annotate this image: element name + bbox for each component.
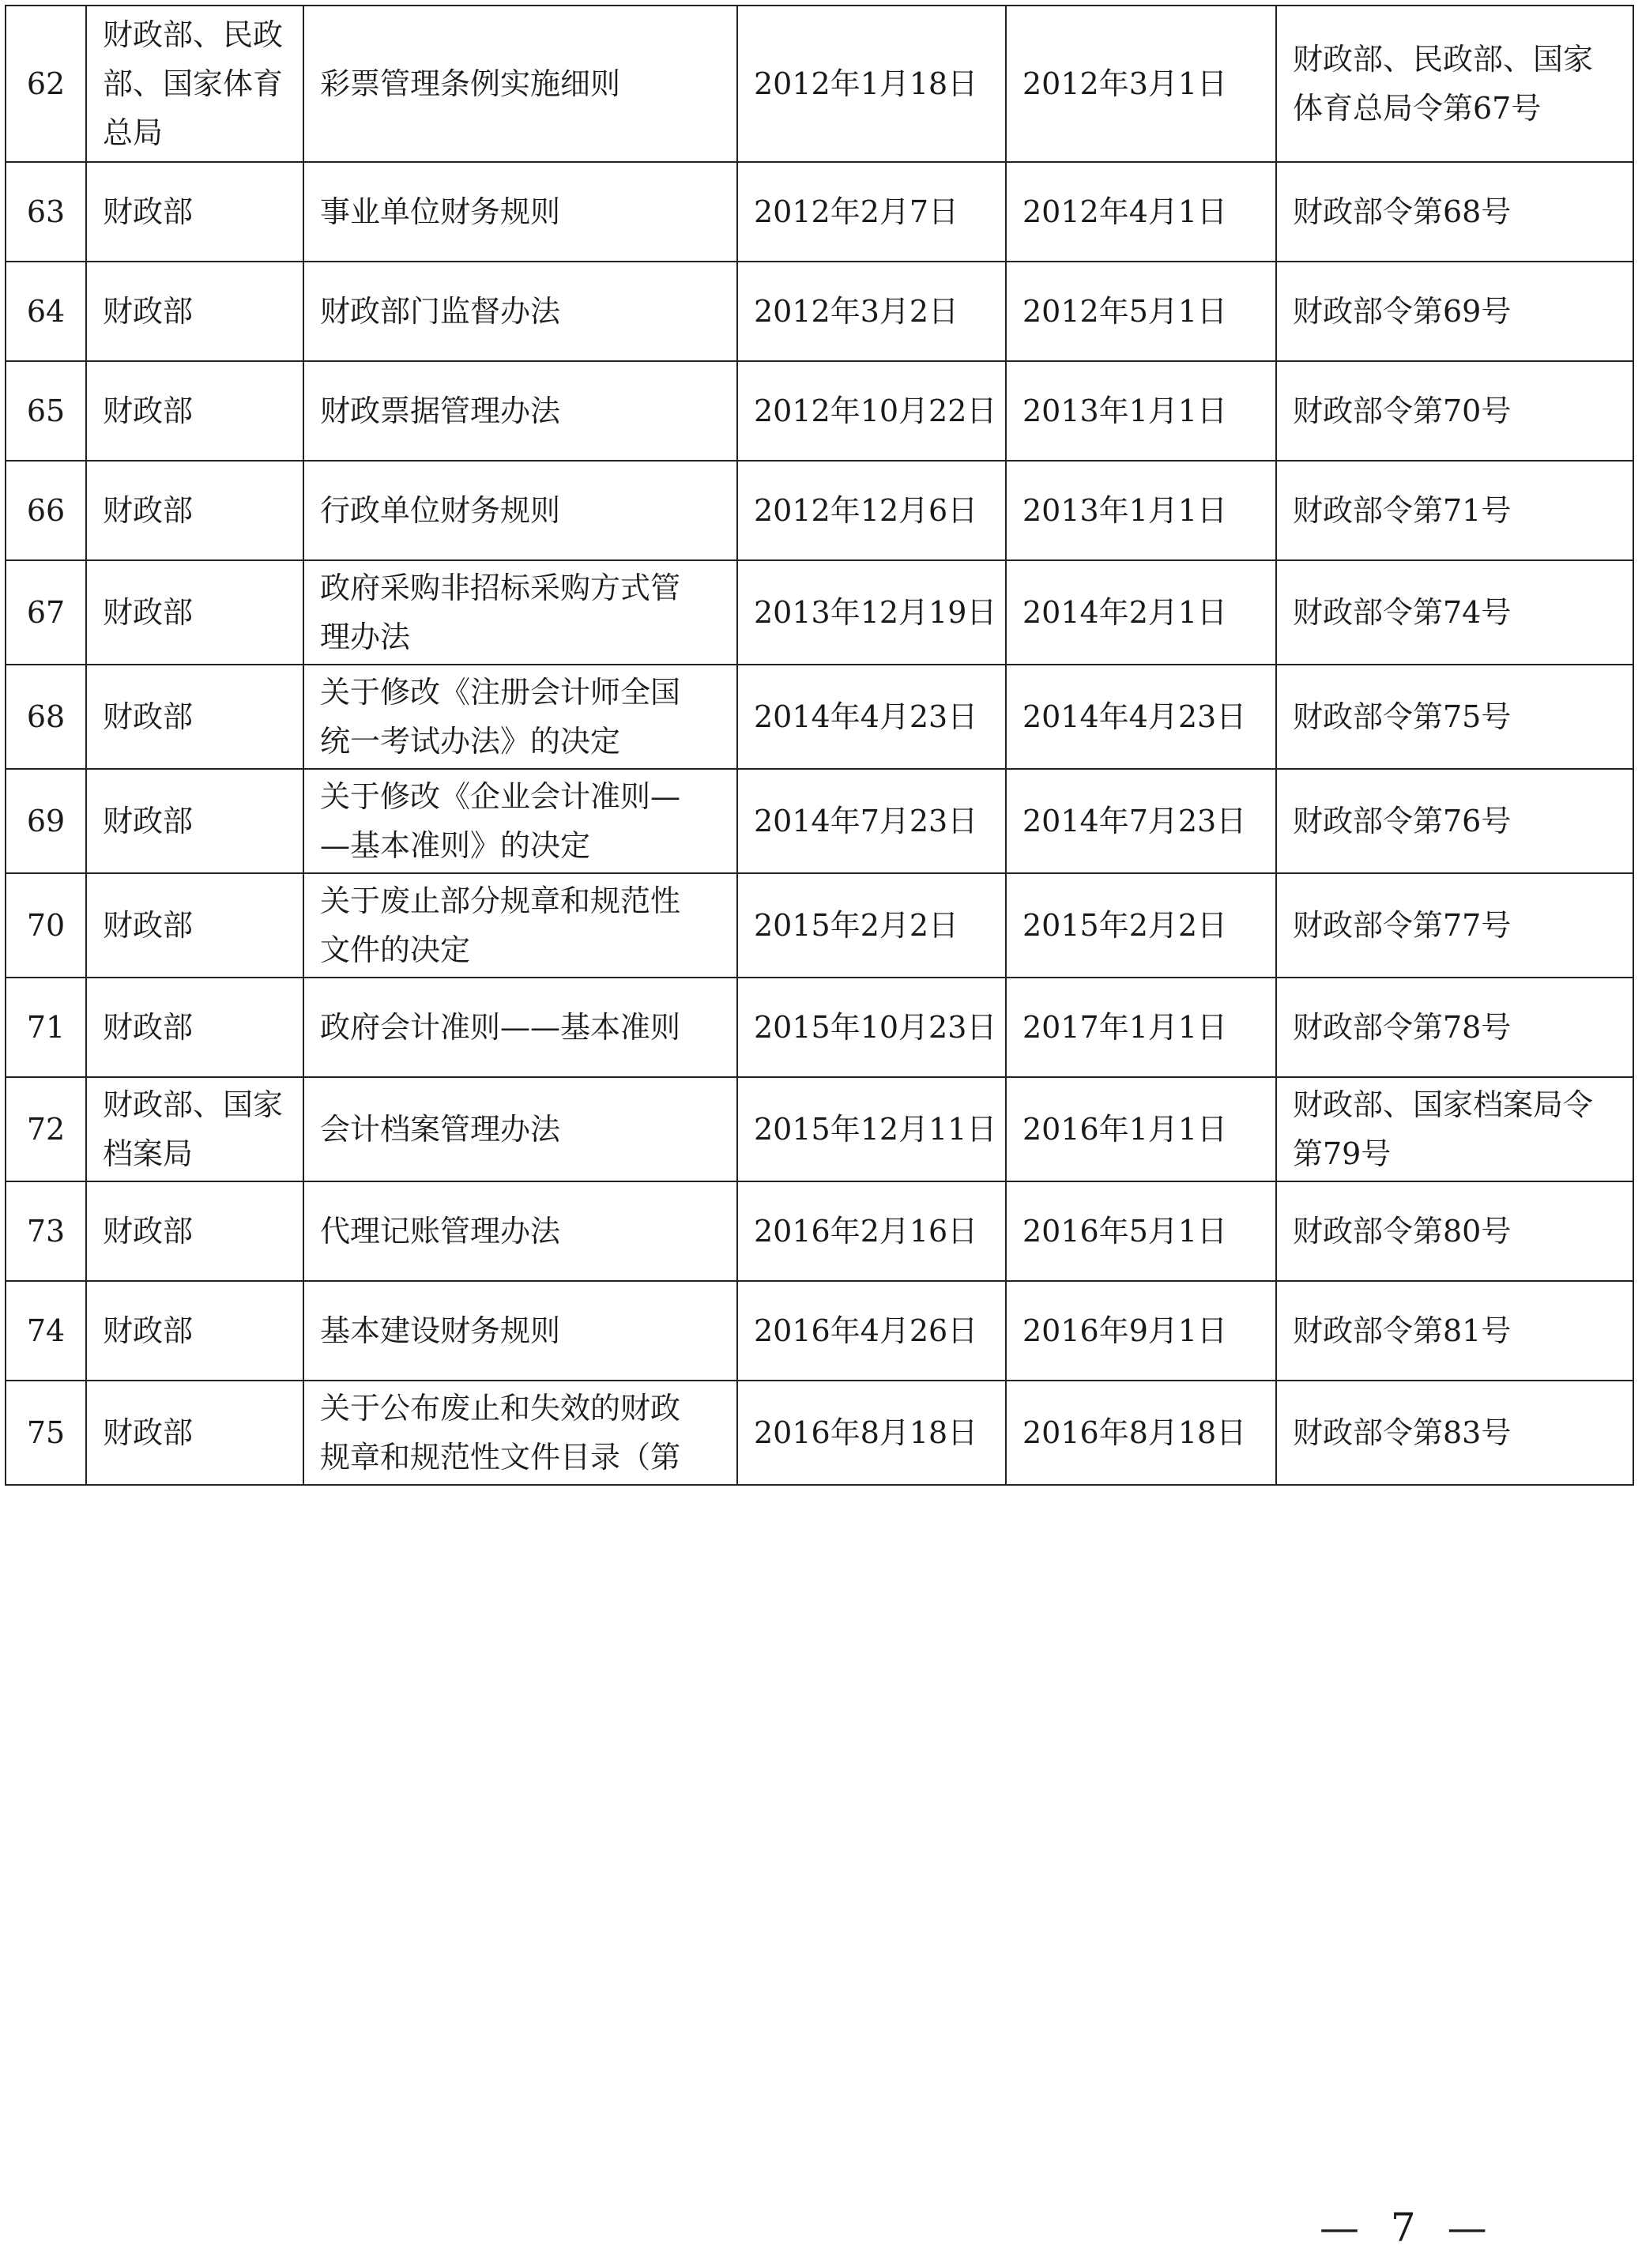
cell-issue-date: 2016年4月26日: [737, 1281, 1006, 1381]
table-row: [6, 361, 1633, 461]
table-row: [6, 665, 1633, 769]
cell-regulation-title-line: 政府采购非招标采购方式管: [320, 571, 681, 605]
cell-regulation-title-line: 彩票管理条例实施细则: [320, 66, 621, 101]
cell-document-number: [1276, 162, 1633, 262]
cell-document-number: [1276, 262, 1633, 361]
cell-document-number: [1276, 769, 1633, 873]
cell-effective-date: 2012年4月1日: [1006, 162, 1276, 262]
cell-issuing-dept-line: 财政部: [103, 595, 194, 630]
cell-regulation-title-line: 会计档案管理办法: [320, 1112, 561, 1147]
cell-regulation-title: [303, 665, 737, 769]
cell-document-number: [1276, 665, 1633, 769]
cell-document-number-line: 财政部令第70号: [1293, 394, 1512, 428]
cell-seq-no: 75: [6, 1381, 86, 1485]
cell-issue-date: 2015年12月11日: [737, 1077, 1006, 1181]
cell-document-number: [1276, 461, 1633, 560]
cell-issuing-dept: [86, 6, 303, 162]
cell-document-number: [1276, 1281, 1633, 1381]
cell-issuing-dept-line: 财政部: [103, 1313, 194, 1348]
cell-issue-date: 2015年10月23日: [737, 978, 1006, 1077]
table-row: [6, 978, 1633, 1077]
cell-issuing-dept-line: 部、国家体育: [103, 66, 284, 101]
cell-regulation-title-line: 关于修改《注册会计师全国: [320, 675, 681, 710]
cell-document-number-line: 财政部令第69号: [1293, 294, 1512, 329]
cell-issuing-dept: [86, 361, 303, 461]
cell-regulation-title-line: —基本准则》的决定: [320, 828, 591, 863]
cell-issuing-dept-line: 档案局: [103, 1136, 194, 1171]
cell-issue-date: 2014年7月23日: [737, 769, 1006, 873]
cell-effective-date: 2017年1月1日: [1006, 978, 1276, 1077]
page-number: — 7 —: [1320, 2205, 1497, 2251]
cell-seq-no: 62: [6, 6, 86, 162]
cell-document-number-line: 体育总局令第67号: [1293, 91, 1542, 126]
cell-issuing-dept-line: 财政部: [103, 1214, 194, 1249]
cell-effective-date: 2014年2月1日: [1006, 560, 1276, 665]
cell-regulation-title-line: 关于废止部分规章和规范性: [320, 883, 681, 918]
cell-regulation-title-line: 关于公布废止和失效的财政: [320, 1391, 681, 1426]
table-row: [6, 162, 1633, 262]
cell-issuing-dept: [86, 262, 303, 361]
cell-issuing-dept-line: 财政部、民政: [103, 17, 284, 52]
cell-document-number-line: 第79号: [1293, 1136, 1392, 1171]
cell-seq-no: 70: [6, 873, 86, 978]
regulations-table-body: [6, 6, 1633, 1485]
cell-regulation-title-line: 理办法: [320, 620, 411, 654]
cell-issuing-dept-line: 财政部: [103, 1415, 194, 1450]
cell-document-number: [1276, 361, 1633, 461]
cell-effective-date: 2012年5月1日: [1006, 262, 1276, 361]
cell-issue-date: 2012年3月2日: [737, 262, 1006, 361]
cell-effective-date: 2016年8月18日: [1006, 1381, 1276, 1485]
cell-seq-no: 68: [6, 665, 86, 769]
cell-document-number: [1276, 978, 1633, 1077]
cell-issuing-dept: [86, 1181, 303, 1281]
cell-regulation-title: [303, 1077, 737, 1181]
cell-seq-no: 63: [6, 162, 86, 262]
cell-regulation-title-line: 文件的决定: [320, 932, 471, 967]
cell-seq-no: 66: [6, 461, 86, 560]
cell-issue-date: 2015年2月2日: [737, 873, 1006, 978]
cell-effective-date: 2012年3月1日: [1006, 6, 1276, 162]
cell-document-number-line: 财政部令第71号: [1293, 493, 1512, 528]
cell-issuing-dept-line: 财政部: [103, 493, 194, 528]
cell-document-number: [1276, 560, 1633, 665]
cell-issuing-dept-line: 财政部: [103, 908, 194, 943]
table-row: [6, 1077, 1633, 1181]
cell-document-number-line: 财政部令第75号: [1293, 699, 1512, 734]
cell-regulation-title: [303, 769, 737, 873]
cell-issuing-dept: [86, 665, 303, 769]
cell-regulation-title-line: 规章和规范性文件目录（第: [320, 1440, 681, 1475]
table-row: [6, 1281, 1633, 1381]
cell-issue-date: 2016年2月16日: [737, 1181, 1006, 1281]
cell-issuing-dept: [86, 873, 303, 978]
cell-regulation-title: [303, 978, 737, 1077]
cell-issue-date: 2016年8月18日: [737, 1381, 1006, 1485]
cell-document-number-line: 财政部令第68号: [1293, 194, 1512, 229]
cell-regulation-title: [303, 361, 737, 461]
cell-effective-date: 2015年2月2日: [1006, 873, 1276, 978]
cell-issuing-dept-line: 财政部: [103, 394, 194, 428]
cell-regulation-title-line: 统一考试办法》的决定: [320, 724, 621, 759]
cell-document-number: [1276, 1381, 1633, 1485]
cell-seq-no: 73: [6, 1181, 86, 1281]
cell-regulation-title: [303, 560, 737, 665]
cell-seq-no: 72: [6, 1077, 86, 1181]
cell-regulation-title: [303, 1281, 737, 1381]
cell-issuing-dept-line: 财政部、国家: [103, 1087, 284, 1122]
cell-issue-date: 2012年10月22日: [737, 361, 1006, 461]
cell-document-number: [1276, 6, 1633, 162]
table-row: [6, 769, 1633, 873]
cell-seq-no: 67: [6, 560, 86, 665]
cell-issue-date: 2012年1月18日: [737, 6, 1006, 162]
cell-issuing-dept-line: 财政部: [103, 1010, 194, 1045]
cell-issuing-dept: [86, 1281, 303, 1381]
cell-effective-date: 2016年1月1日: [1006, 1077, 1276, 1181]
cell-regulation-title-line: 基本建设财务规则: [320, 1313, 561, 1348]
cell-regulation-title-line: 政府会计准则——基本准则: [320, 1010, 681, 1045]
cell-regulation-title-line: 财政票据管理办法: [320, 394, 561, 428]
cell-issuing-dept: [86, 978, 303, 1077]
cell-seq-no: 64: [6, 262, 86, 361]
cell-issue-date: 2013年12月19日: [737, 560, 1006, 665]
cell-effective-date: 2014年4月23日: [1006, 665, 1276, 769]
cell-regulation-title-line: 行政单位财务规则: [320, 493, 561, 528]
cell-seq-no: 71: [6, 978, 86, 1077]
table-row: [6, 560, 1633, 665]
cell-effective-date: 2016年9月1日: [1006, 1281, 1276, 1381]
cell-effective-date: 2013年1月1日: [1006, 461, 1276, 560]
cell-document-number-line: 财政部、国家档案局令: [1293, 1087, 1594, 1122]
cell-regulation-title: [303, 1381, 737, 1485]
cell-regulation-title-line: 财政部门监督办法: [320, 294, 561, 329]
cell-issue-date: 2012年12月6日: [737, 461, 1006, 560]
cell-issuing-dept-line: 财政部: [103, 804, 194, 838]
cell-seq-no: 74: [6, 1281, 86, 1381]
table-row: [6, 262, 1633, 361]
cell-regulation-title-line: 代理记账管理办法: [320, 1214, 561, 1249]
cell-effective-date: 2016年5月1日: [1006, 1181, 1276, 1281]
cell-effective-date: 2013年1月1日: [1006, 361, 1276, 461]
cell-issuing-dept: [86, 461, 303, 560]
cell-issuing-dept: [86, 1077, 303, 1181]
cell-issuing-dept: [86, 162, 303, 262]
table-row: [6, 873, 1633, 978]
cell-document-number: [1276, 873, 1633, 978]
cell-document-number-line: 财政部令第80号: [1293, 1214, 1512, 1249]
cell-seq-no: 65: [6, 361, 86, 461]
cell-issuing-dept-line: 总局: [103, 115, 164, 150]
table-row: [6, 461, 1633, 560]
cell-regulation-title: [303, 1181, 737, 1281]
cell-issuing-dept: [86, 769, 303, 873]
table-row: [6, 1381, 1633, 1485]
cell-document-number-line: 财政部令第78号: [1293, 1010, 1512, 1045]
cell-issuing-dept: [86, 560, 303, 665]
cell-document-number-line: 财政部令第76号: [1293, 804, 1512, 838]
cell-issue-date: 2014年4月23日: [737, 665, 1006, 769]
cell-regulation-title: [303, 6, 737, 162]
table-row: [6, 1181, 1633, 1281]
cell-document-number: [1276, 1181, 1633, 1281]
cell-document-number-line: 财政部、民政部、国家: [1293, 42, 1594, 77]
regulations-table: [5, 5, 1634, 1486]
cell-issue-date: 2012年2月7日: [737, 162, 1006, 262]
cell-seq-no: 69: [6, 769, 86, 873]
cell-issuing-dept-line: 财政部: [103, 294, 194, 329]
cell-regulation-title: [303, 461, 737, 560]
cell-regulation-title: [303, 873, 737, 978]
cell-regulation-title-line: 关于修改《企业会计准则—: [320, 779, 681, 814]
table-row: [6, 6, 1633, 162]
cell-regulation-title: [303, 162, 737, 262]
cell-document-number-line: 财政部令第74号: [1293, 595, 1512, 630]
cell-issuing-dept: [86, 1381, 303, 1485]
cell-document-number: [1276, 1077, 1633, 1181]
cell-effective-date: 2014年7月23日: [1006, 769, 1276, 873]
cell-regulation-title: [303, 262, 737, 361]
cell-issuing-dept-line: 财政部: [103, 699, 194, 734]
cell-document-number-line: 财政部令第81号: [1293, 1313, 1512, 1348]
cell-document-number-line: 财政部令第77号: [1293, 908, 1512, 943]
cell-document-number-line: 财政部令第83号: [1293, 1415, 1512, 1450]
cell-issuing-dept-line: 财政部: [103, 194, 194, 229]
cell-regulation-title-line: 事业单位财务规则: [320, 194, 561, 229]
